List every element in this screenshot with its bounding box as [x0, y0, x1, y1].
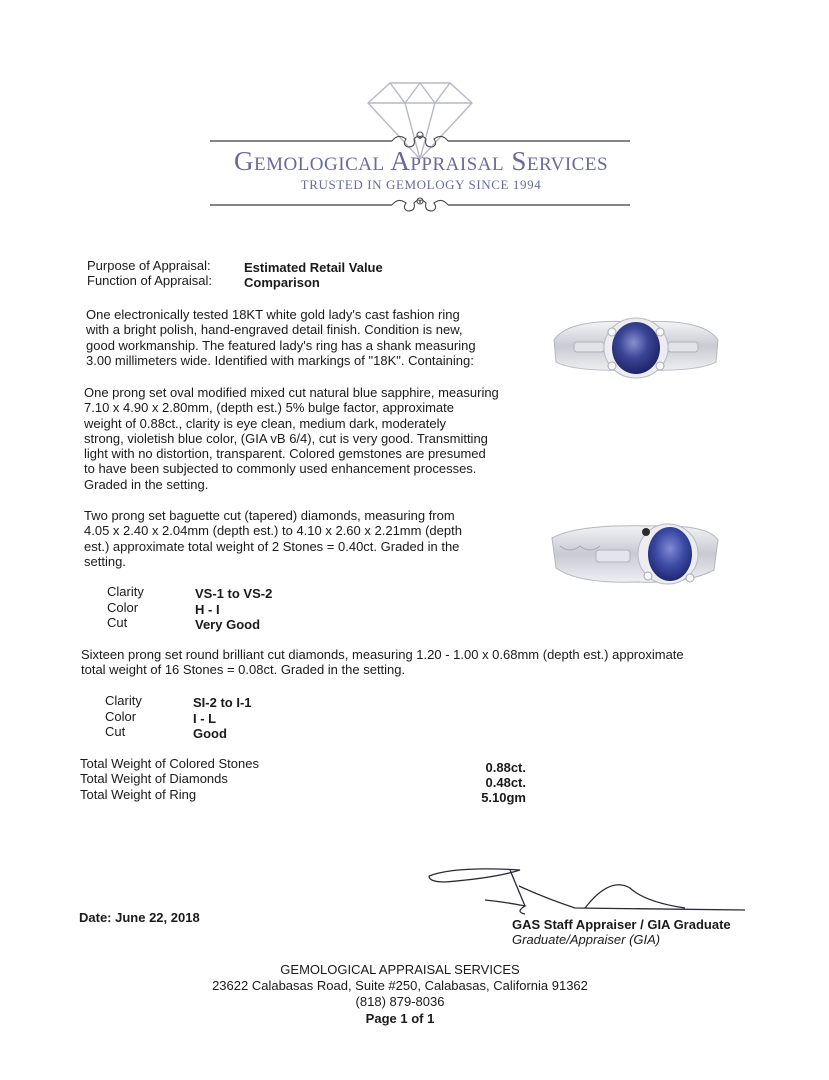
purpose-value: Estimated Retail Value	[244, 260, 383, 275]
company-tagline: TRUSTED IN GEMOLOGY SINCE 1994	[300, 177, 542, 192]
scroll-ornament-bottom	[392, 198, 448, 211]
total-ring-weight-value: 5.10gm	[481, 790, 526, 805]
appraiser-subtitle: Graduate/Appraiser (GIA)	[512, 932, 661, 947]
function-value: Comparison	[244, 275, 320, 290]
page-number: Page 1 of 1	[365, 1011, 435, 1026]
ring-photo-front	[548, 300, 724, 400]
scroll-ornament-top	[392, 132, 448, 147]
sapphire-description: One prong set oval modified mixed cut natural blue sapphire, measuring 7.10 x 4.90 x 2.80mm, (depth est.) 5% bulge factor, approximate weight of 0.88ct., clarity is eye clean, medium dark, moderately strong, violetish blue color, (GIA vB 6/4), cut is very good. Transmitting light with no distortion, transparent. Colored gemstones are presumed to have been subjected to commonly used enhancement processes. Graded in the setting.	[84, 385, 499, 492]
total-colored-stones-label: Total Weight of Colored Stones	[80, 756, 259, 771]
footer-phone: (818) 879-8036	[355, 994, 445, 1009]
footer-address: 23622 Calabasas Road, Suite #250, Calabasas, California 91362	[212, 978, 588, 993]
purpose-label: Purpose of Appraisal:	[87, 258, 211, 273]
total-diamonds-label: Total Weight of Diamonds	[80, 771, 228, 786]
total-ring-weight-label: Total Weight of Ring	[80, 787, 197, 802]
appraiser-title: GAS Staff Appraiser / GIA Graduate	[512, 917, 731, 932]
signature	[425, 858, 745, 918]
footer-company: GEMOLOGICAL APPRAISAL SERVICES	[280, 962, 520, 977]
ring-photo-angle	[548, 510, 724, 602]
function-label: Function of Appraisal:	[87, 273, 213, 288]
total-diamonds-value: 0.48ct.	[485, 775, 526, 790]
baguette-description: Two prong set baguette cut (tapered) diamonds, measuring from 4.05 x 2.40 x 2.04mm (depth est.) to 4.10 x 2.60 x 2.21mm (depth est.) approximate total weight of 2 Stones = 0.40ct. Graded in the setting.	[84, 508, 462, 569]
appraisal-date: Date: June 22, 2018	[79, 910, 200, 925]
round-diamond-description: Sixteen prong set round brilliant cut diamonds, measuring 1.20 - 1.00 x 0.68mm (depth est.) approximate total weight of 16 Stones = 0.08ct. Graded in the setting.	[81, 647, 684, 678]
logo-ornament	[200, 75, 640, 215]
total-colored-stones-value: 0.88ct.	[485, 760, 526, 775]
ring-description: One electronically tested 18KT white gold lady's cast fashion ring with a bright polish, hand-engraved detail finish. Condition is new, good workmanship. The featured lady's ring has a shank measuring 3.00 millimeters wide. Identified with markings of "18K". Containing:	[86, 307, 476, 368]
company-name: Gemological Appraisal Services	[233, 146, 609, 176]
